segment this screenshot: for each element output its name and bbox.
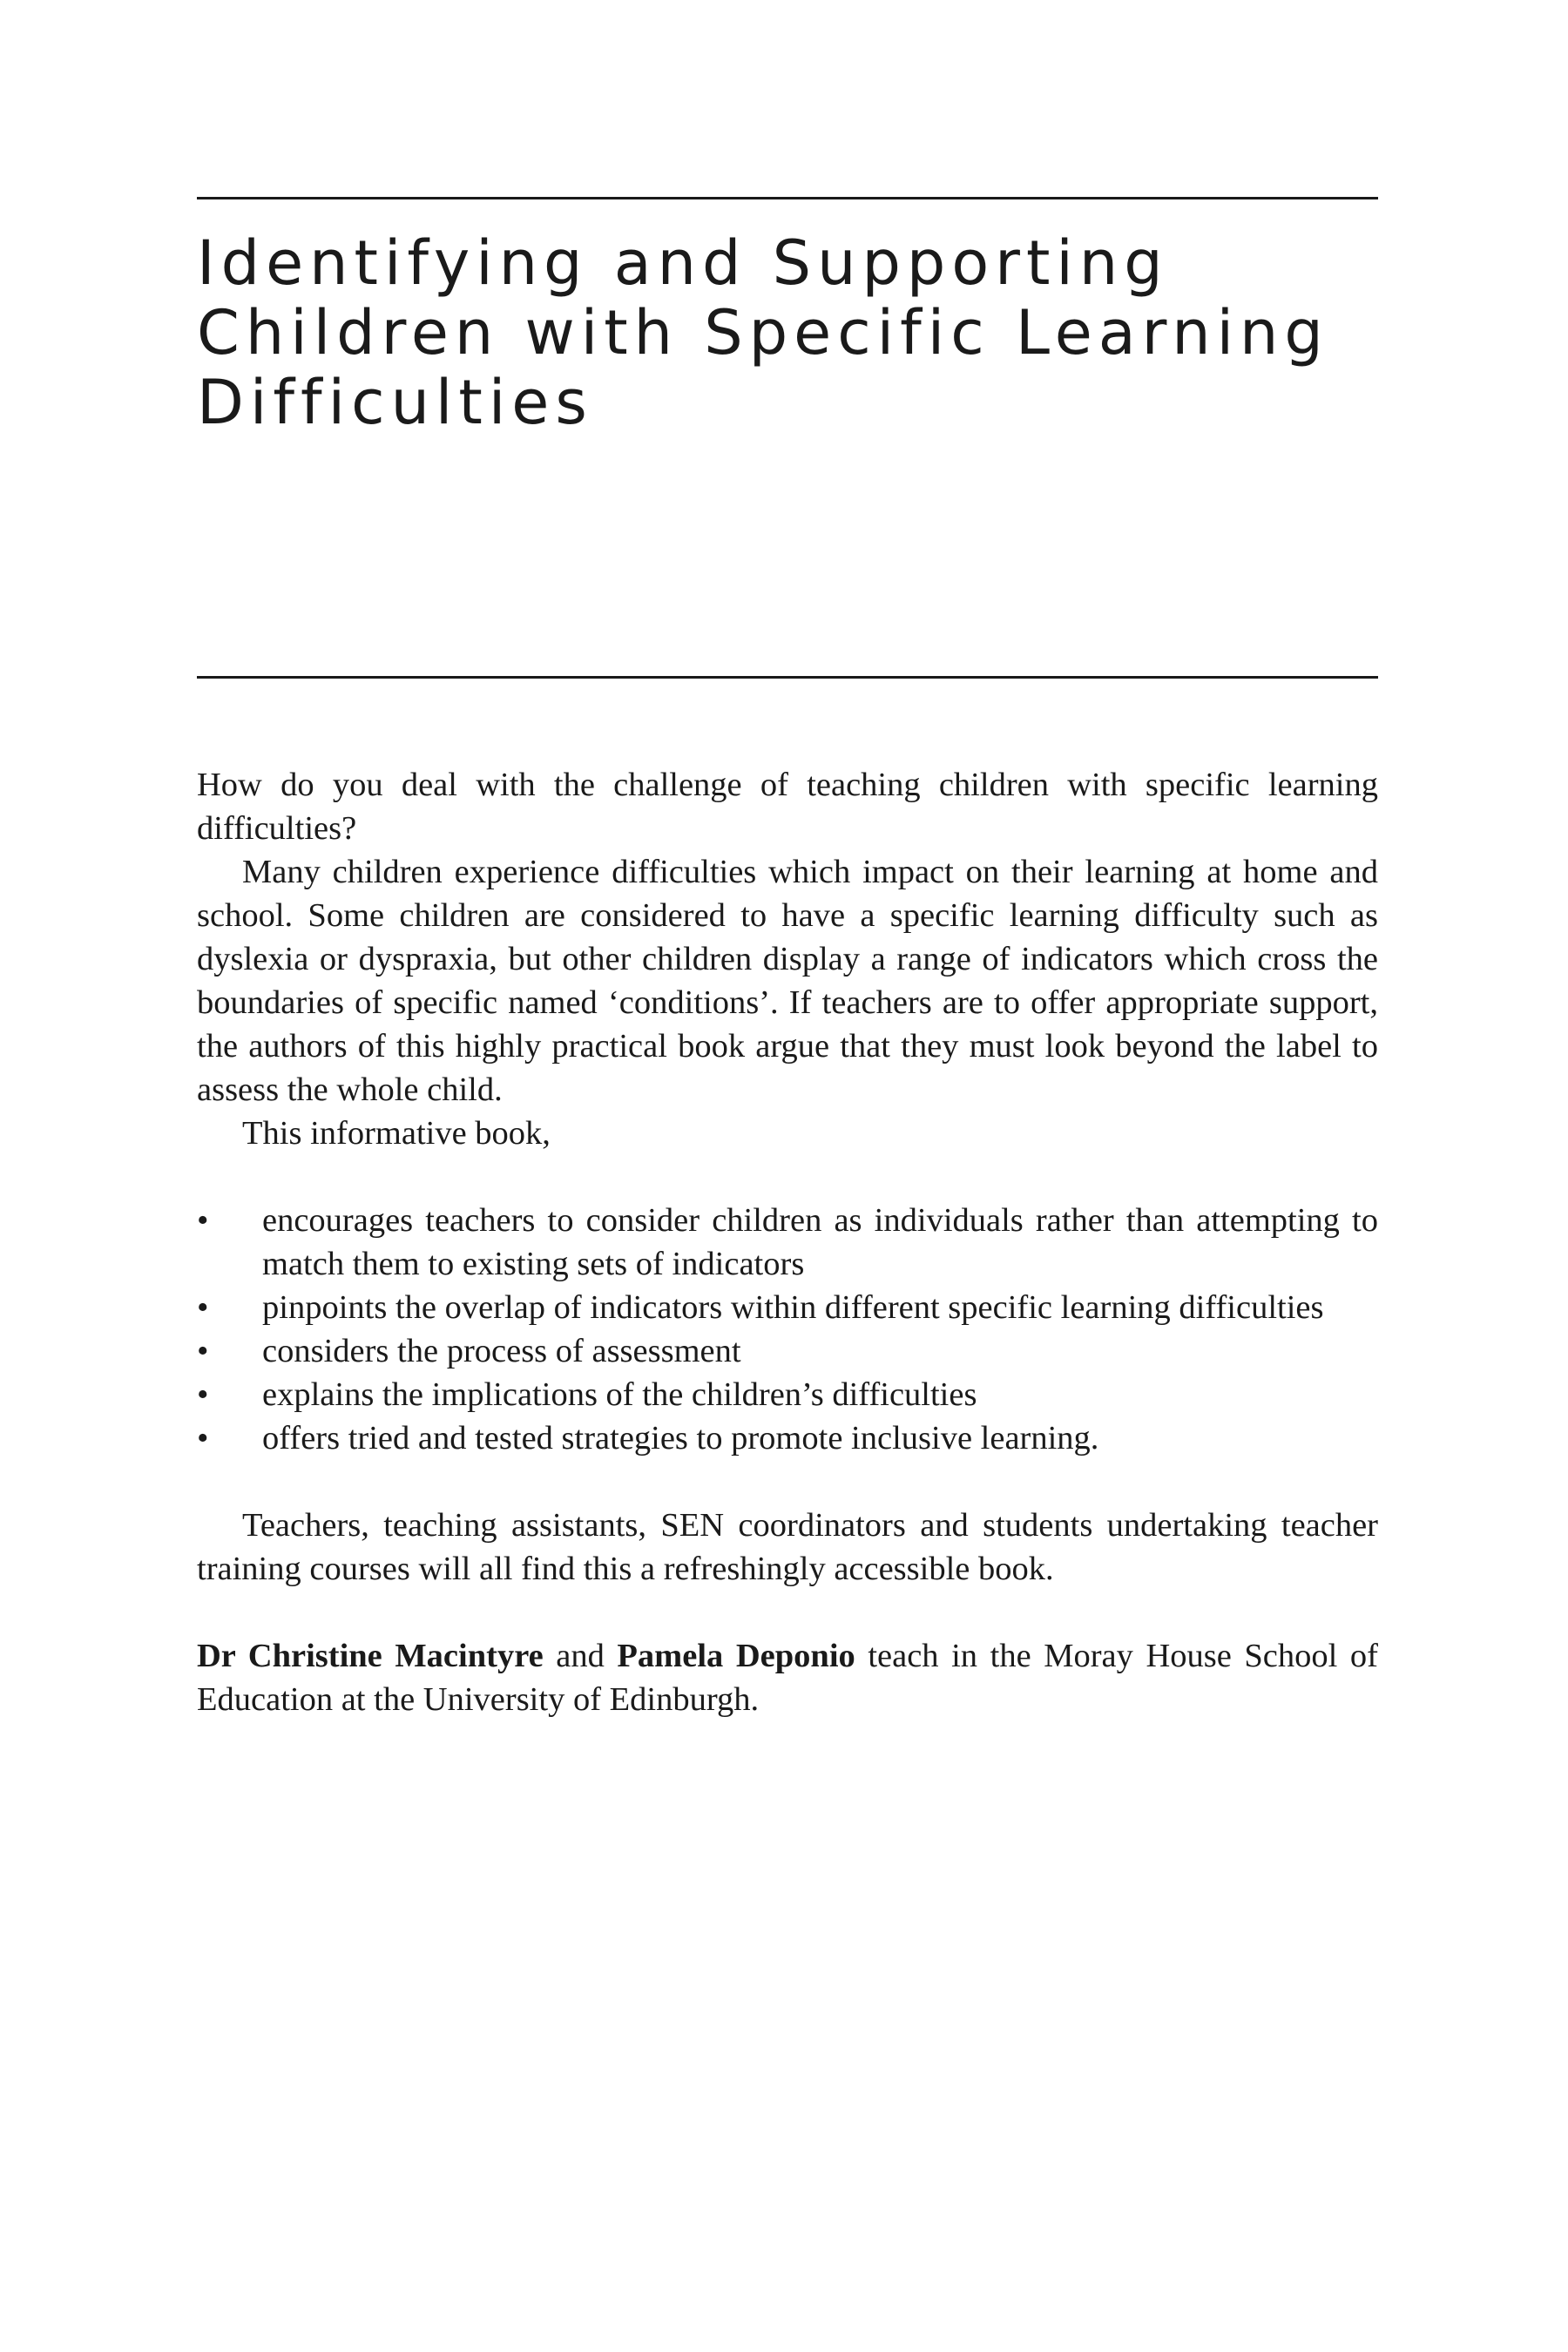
bullet-icon: • <box>197 1202 209 1239</box>
author-connector: and <box>543 1638 618 1674</box>
audience-paragraph: Teachers, teaching assistants, SEN coordinators and students undertaking teacher training courses will all find this a refreshingly accessible book. <box>197 1507 1378 1587</box>
bottom-rule <box>197 676 1378 679</box>
list-lead-in: This informative book, <box>242 1115 551 1152</box>
list-item <box>197 1329 1378 1373</box>
author-2-name: Pamela Deponio <box>617 1638 855 1674</box>
title-line-2: Children with Specific Learning <box>197 297 1329 368</box>
author-1-name: Dr Christine Macintyre <box>197 1638 544 1674</box>
bullet-icon: • <box>197 1376 209 1413</box>
bullet-icon: • <box>197 1333 209 1369</box>
list-item-text: considers the process of assessment <box>262 1333 741 1369</box>
list-item-text: pinpoints the overlap of indicators within different specific learning difficulties <box>262 1289 1324 1326</box>
author-description: teach in the Moray House School of Education at the University of Edinburgh. <box>197 1638 1378 1718</box>
list-item <box>197 1286 1378 1329</box>
bullet-icon: • <box>197 1420 209 1456</box>
intro-question: How do you deal with the challenge of teaching children with specific learning difficulties? <box>197 767 1378 847</box>
blurb <box>197 763 1378 1721</box>
author-bio <box>197 1634 1378 1721</box>
feature-list <box>197 1199 1378 1460</box>
list-item <box>197 1199 1378 1286</box>
book-title <box>197 228 1378 437</box>
list-item-text: offers tried and tested strategies to promote inclusive learning. <box>262 1420 1099 1456</box>
list-item <box>197 1416 1378 1460</box>
top-rule <box>197 197 1378 199</box>
title-line-1: Identifying and Supporting <box>197 227 1169 299</box>
title-line-3: Difficulties <box>197 367 593 438</box>
list-item <box>197 1373 1378 1416</box>
bullet-icon: • <box>197 1289 209 1326</box>
list-item-text: explains the implications of the children’s difficulties <box>262 1376 977 1413</box>
description-paragraph: Many children experience difficulties which impact on their learning at home and school. Some children are considered to have a specific learning difficulty such as dyslexia or dyspraxia, but other children display a range of indicators which cross the boundaries of specific named ‘conditions’. If teachers are to offer appropriate support, the authors of this highly practical book argue that they must look beyond the label to assess the whole child. <box>197 854 1378 1108</box>
list-item-text: encourages teachers to consider children as individuals rather than attempting to match them to existing sets of indicators <box>262 1202 1378 1282</box>
